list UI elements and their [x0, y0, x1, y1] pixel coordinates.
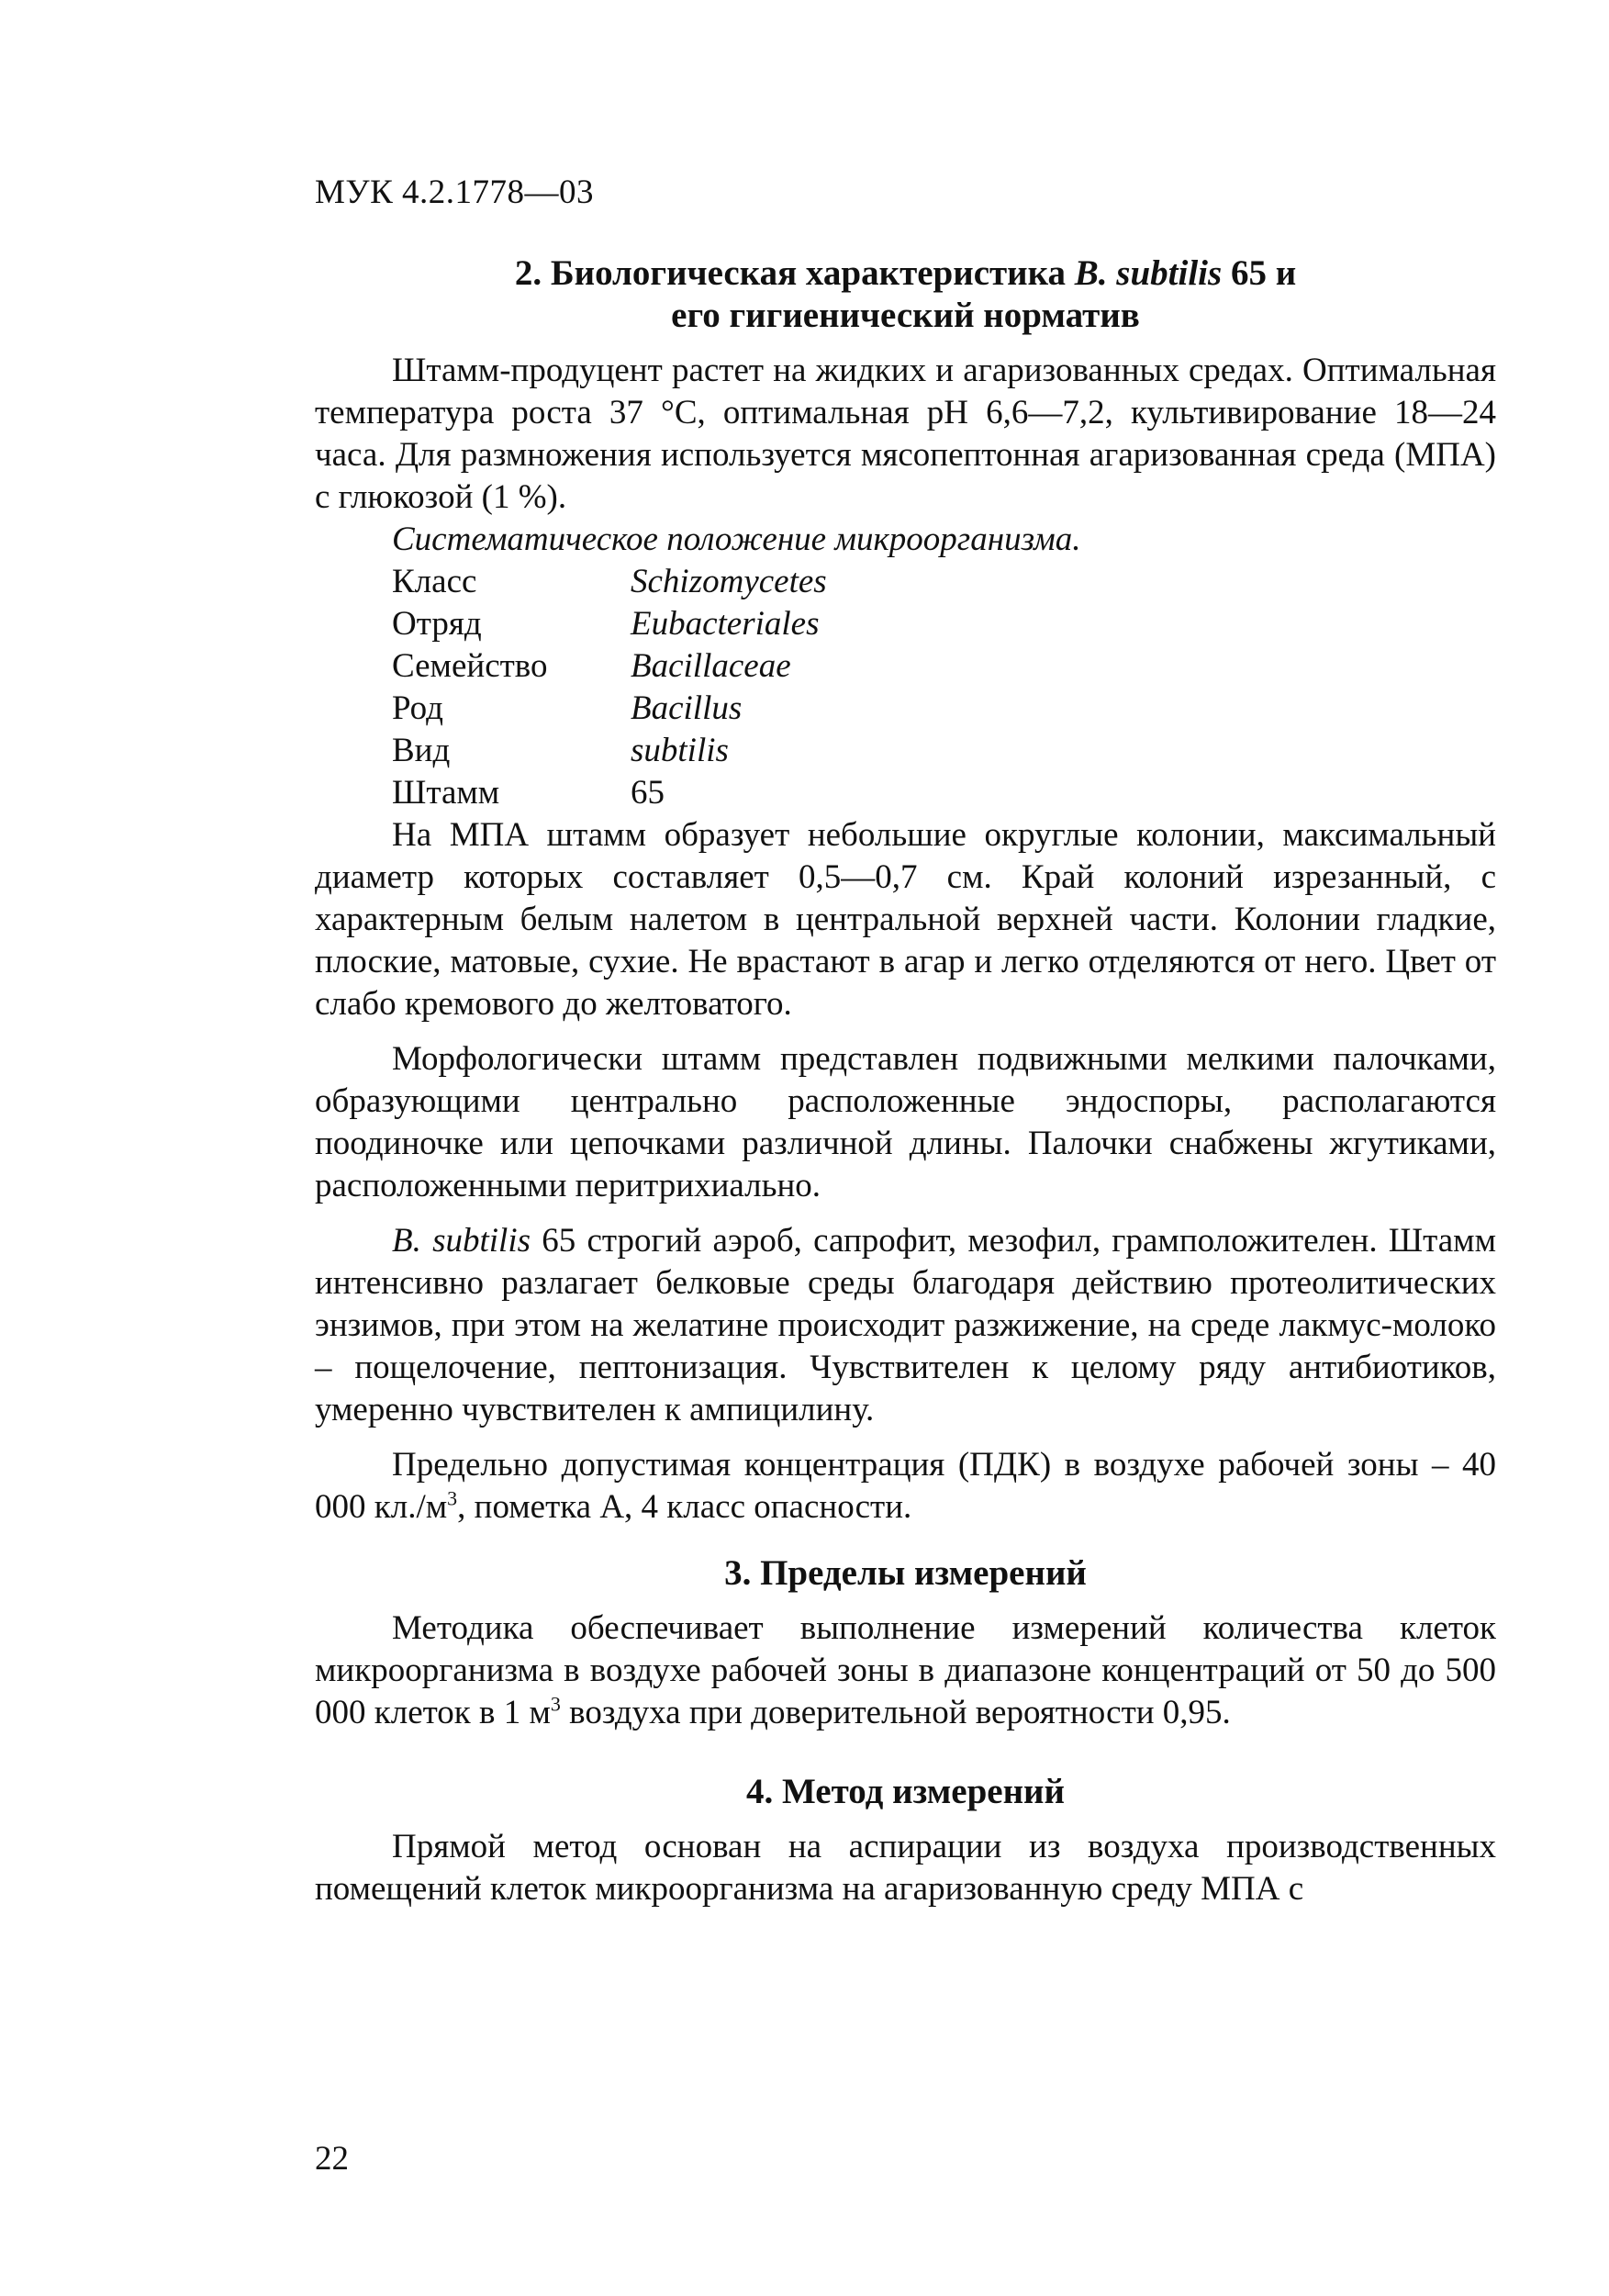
section-2-paragraph-2: На МПА штамм образует небольшие округлые колонии, максимальный диаметр которых составляет 0,5—0,7 см. Край колоний изрезанный, с характерным белым налетом в центральной верхней части. Колонии гладкие, плоские, матовые, сухие. Не врастают в агар и легко отделяются от него. Цвет от слабо кремового до желтоватого. [315, 816, 1496, 1023]
taxonomy-rank: Семейство [392, 647, 548, 685]
paragraph-5-text-a: Предельно допустимая концентрация (ПДК) в воздухе рабочей зоны – 40 000 кл./м [315, 1446, 1496, 1526]
taxonomy-value: Schizomycetes [631, 563, 827, 600]
section-2-title-species: B. subtilis [1074, 253, 1223, 293]
section-2-paragraph-1: Штамм-продуцент растет на жидких и агаризованных средах. Оптимальная температура роста 37 °С, оптимальная рН 6,6—7,2, культивирование 18—24 часа. Для размножения используется мясопептонная агаризованная среда (МПА) с глюкозой (1 %). [315, 352, 1496, 516]
taxonomy-row [392, 603, 827, 645]
taxonomy-rank: Вид [392, 732, 451, 769]
section-3-text-b: воздуха при доверительной вероятности 0,95. [560, 1694, 1231, 1731]
paragraph-5-text-b: , пометка А, 4 класс опасности. [457, 1488, 912, 1526]
section-2-paragraph-4 [315, 1220, 1496, 1431]
taxonomy-rank: Отряд [392, 605, 482, 643]
taxonomy-row [392, 561, 827, 603]
document-code-header: МУК 4.2.1778—03 [315, 174, 595, 211]
paragraph-5-superscript: 3 [447, 1486, 458, 1510]
section-2-title-prefix: 2. Биологическая характеристика [514, 253, 1075, 293]
page-content [315, 252, 1496, 1910]
section-4-paragraph-1: Прямой метод основан на аспирации из воздуха производственных помещений клеток микроорганизма на агаризованную среду МПА с [315, 1828, 1496, 1908]
taxonomy-row [392, 645, 827, 688]
section-2-paragraph-3: Морфологически штамм представлен подвижными мелкими палочками, образующими центрально расположенные эндоспоры, располагаются поодиночке или цепочками различной длины. Палочки снабжены жгутиками, расположенными перитрихиально. [315, 1040, 1496, 1204]
paragraph-4-species: B. subtilis [392, 1222, 531, 1260]
taxonomy-rank: Род [392, 689, 443, 727]
section-3-superscript: 3 [550, 1692, 561, 1716]
section-3-paragraph-1 [315, 1607, 1496, 1734]
taxonomy-row [392, 688, 827, 730]
taxonomy-table [392, 561, 827, 814]
paragraph-4-text: 65 строгий аэроб, сапрофит, мезофил, грамположителен. Штамм интенсивно разлагает белковые среды благодаря действию протеолитических энзимов, при этом на желатине происходит разжижение, на среде лакмус-молоко – пощелочение, пептонизация. Чувствителен к целому ряду антибиотиков, умеренно чувствителен к ампицилину. [315, 1222, 1496, 1428]
page-number: 22 [315, 2140, 349, 2178]
taxonomy-value: Eubacteriales [631, 605, 820, 643]
taxonomy-row [392, 730, 827, 772]
taxonomy-rank: Класс [392, 563, 477, 600]
section-2-title-rest: 65 и [1222, 253, 1297, 293]
section-4-title: 4. Метод измерений [746, 1772, 1065, 1811]
taxonomy-value: Bacillaceae [631, 647, 791, 685]
taxonomy-heading: Систематическое положение микроорганизма. [392, 521, 1081, 558]
taxonomy-row [392, 772, 827, 814]
section-3-text-a: Методика обеспечивает выполнение измерений количества клеток микроорганизма в воздухе рабочей зоны в диапазоне концентраций от 50 до 500 000 клеток в 1 м [315, 1609, 1496, 1731]
taxonomy-rank: Штамм [392, 774, 500, 812]
section-2-title-line2: его гигиенический норматив [671, 296, 1140, 335]
taxonomy-value: subtilis [631, 732, 729, 769]
section-2-title [315, 252, 1496, 337]
taxonomy-value: 65 [631, 774, 665, 812]
section-3-title: 3. Пределы измерений [724, 1553, 1087, 1593]
taxonomy-value: Bacillus [631, 689, 743, 727]
section-2-paragraph-5 [315, 1444, 1496, 1529]
